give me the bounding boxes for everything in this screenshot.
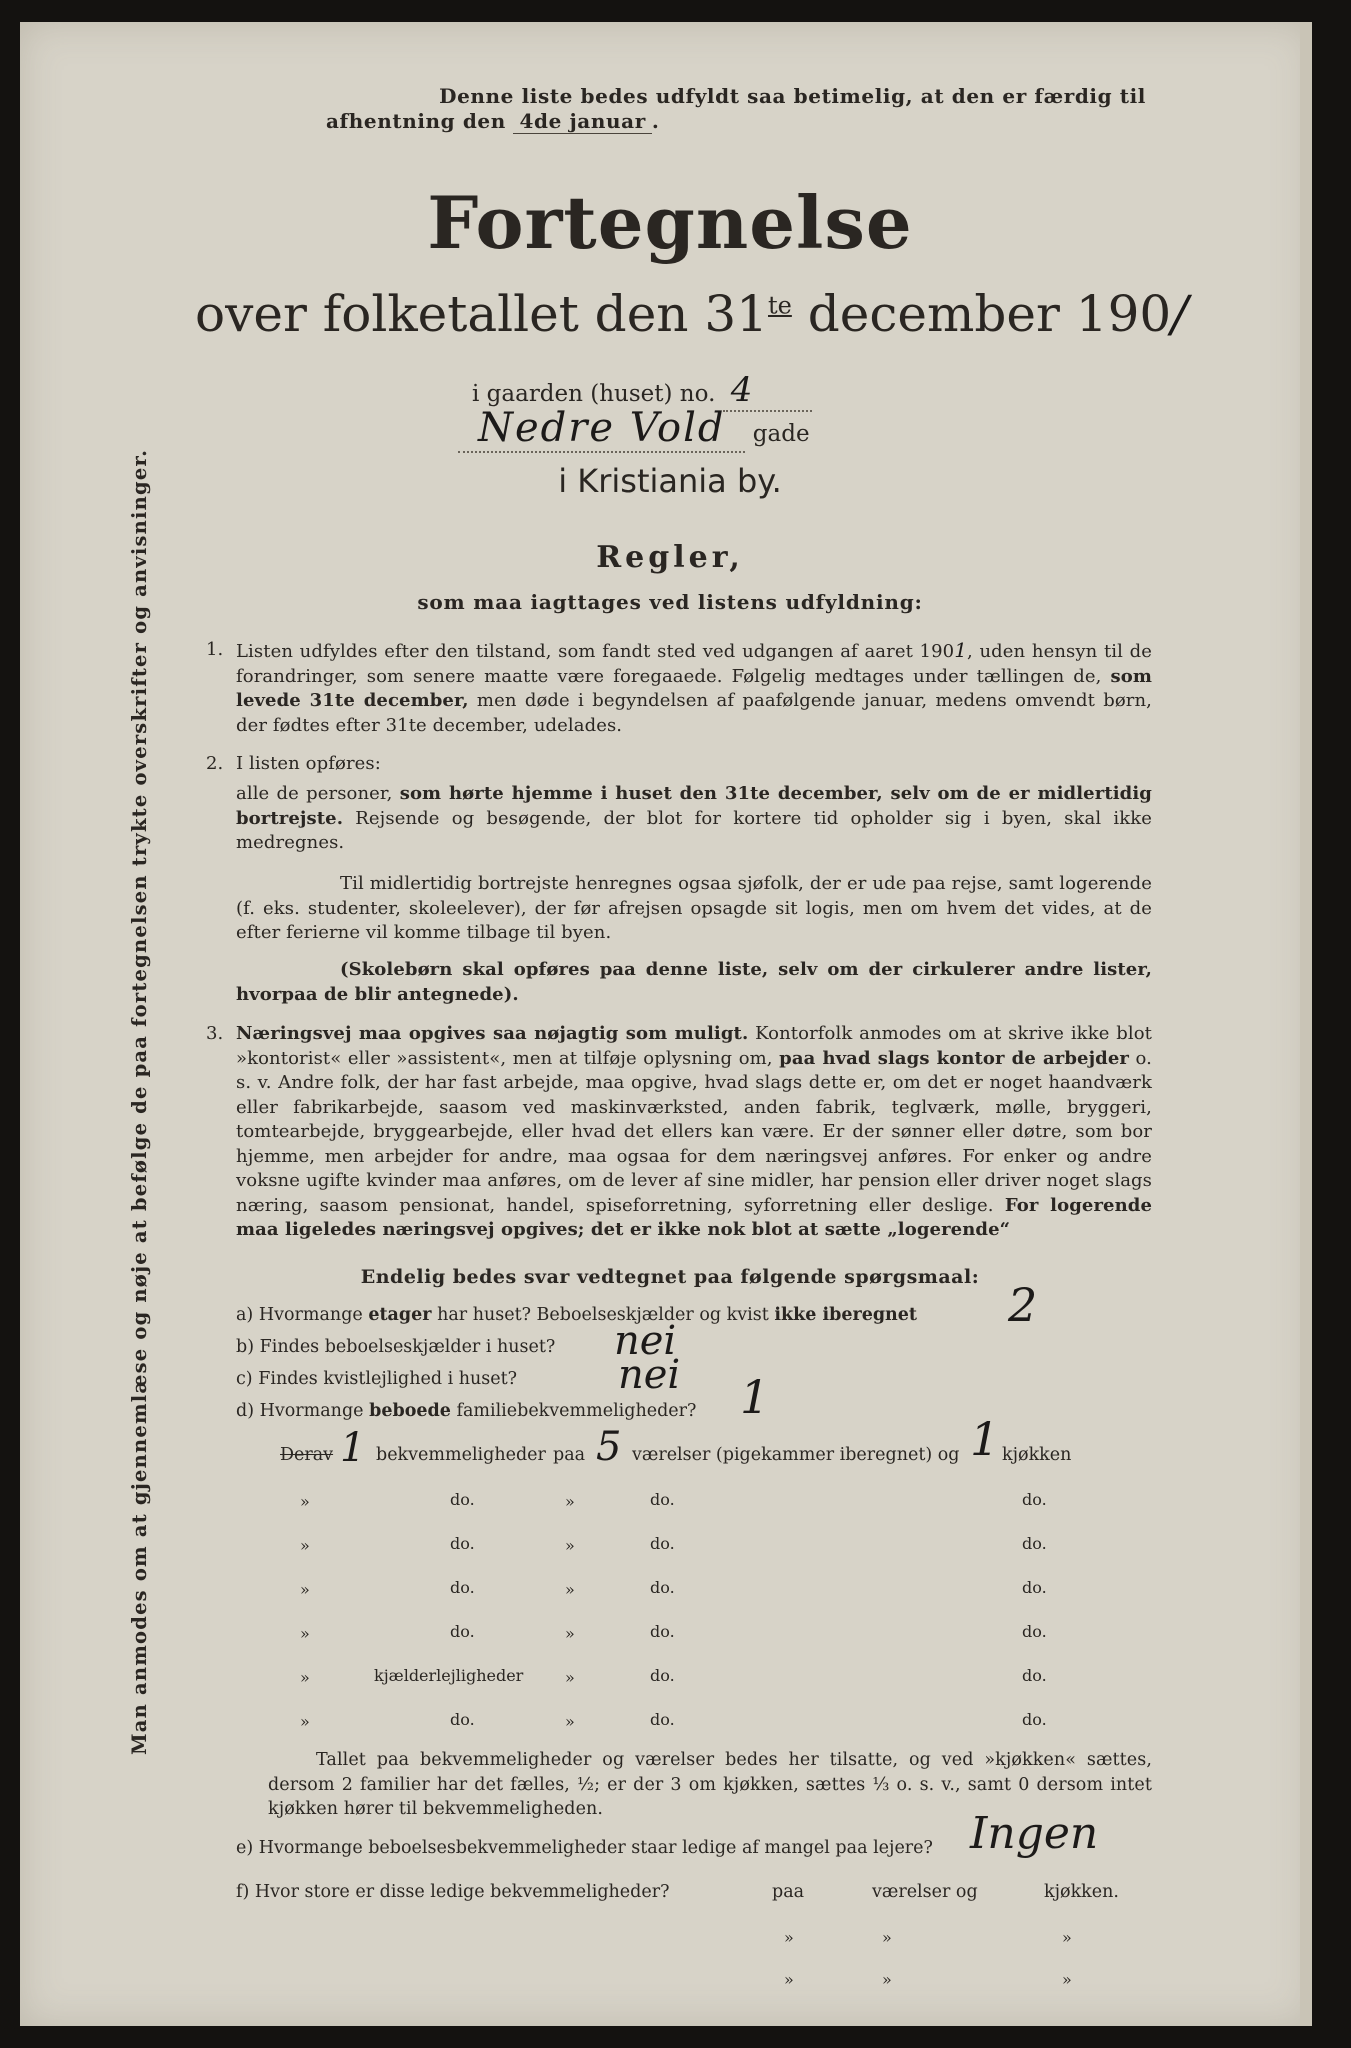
qa-b1: etager: [368, 1305, 432, 1325]
qb-text: Findes beboelseskjælder i huset?: [259, 1337, 556, 1357]
header-line1: Denne liste bedes udfyldt saa betimelig, at den er færdig til: [439, 84, 1146, 108]
rule1-year-handwritten: 1: [954, 638, 968, 662]
gade-label: gade: [752, 421, 810, 447]
city-line: i Kristiania by.: [558, 462, 782, 500]
answer-d: 1: [740, 1370, 770, 1424]
row3-do3: do.: [1022, 1534, 1047, 1553]
street-line: [458, 405, 810, 451]
f-row3-q1: »: [784, 1970, 794, 1989]
row1-kjokken: kjøkken: [1002, 1445, 1072, 1465]
row7-q2: »: [565, 1712, 575, 1731]
gaard-line: [472, 370, 812, 410]
row6-kjaelder: kjælderlejligheder: [374, 1666, 524, 1685]
row2-do3: do.: [1022, 1490, 1047, 1509]
rule3-text: [236, 1022, 1152, 1243]
row6-do2: do.: [650, 1666, 675, 1685]
row4-q1: »: [300, 1580, 310, 1599]
qc-label: c): [236, 1369, 253, 1389]
row6-do3: do.: [1022, 1666, 1047, 1685]
row3-q1: »: [300, 1536, 310, 1555]
qa-t2: har huset? Beboelseskjælder og kvist: [437, 1305, 769, 1325]
row3-do2: do.: [650, 1534, 675, 1553]
row3-do1: do.: [450, 1534, 475, 1553]
rule2-t2: alle de personer,: [236, 783, 393, 804]
rule2-number: 2.: [206, 753, 224, 774]
row1-paa: paa: [553, 1445, 586, 1465]
page-title: Fortegnelse: [427, 180, 913, 265]
gaard-number: 4: [723, 370, 813, 412]
answer-a: 2: [1008, 1278, 1038, 1332]
answer-b: nei: [614, 1318, 677, 1364]
row1-rooms: 5: [596, 1424, 622, 1470]
header-line2: [326, 109, 1146, 134]
rules-heading: Regler,: [596, 540, 744, 575]
rule2-text: [236, 782, 1152, 856]
qf-vaer: værelser og: [872, 1882, 978, 1902]
row1-vaer: værelser (pigekammer iberegnet) og: [632, 1445, 960, 1465]
rules-subheading: som maa iagttages ved listens udfyldning:: [417, 590, 923, 614]
rule3-t2: o. s. v. Andre folk, der har fast arbejde, maa opgive, hvad slags dette er, om det er noget haandværk eller fabrikarbejde, saasom ved maskinværksted, anden fabrik, teglværk, mølle, bryggeri, tomtearbejde, bryggearbejde, eller hvad det ellers kan være. Er der sønner eller døtre, som bor hjemme, men arbejder for andre, maa ogsaa for dem næringsvej anføres. For enker og andre voksne ugifte kvinder maa anføres, om de lever af sine midler, har pension eller driver noget slags næring, saasom pensionat, handel, spiseforretning, syforretning eller deslige.: [236, 1047, 1152, 1216]
title-sub-sup: te: [768, 291, 792, 320]
row7-do3: do.: [1022, 1710, 1047, 1729]
qe-label: e): [236, 1838, 254, 1858]
row5-q1: »: [300, 1624, 310, 1643]
row5-q2: »: [565, 1624, 575, 1643]
qa-b2: ikke iberegnet: [774, 1305, 918, 1325]
f-row2-q1: »: [784, 1928, 794, 1947]
rule1-number: 1.: [206, 639, 224, 660]
row7-do2: do.: [650, 1710, 675, 1729]
street-handwritten: Nedre Vold: [458, 405, 745, 453]
row5-do3: do.: [1022, 1622, 1047, 1641]
f-row2-q3: »: [1062, 1928, 1072, 1947]
row2-q1: »: [300, 1492, 310, 1511]
f-row3-q2: »: [882, 1970, 892, 1989]
rule1-bold: som levede 31te december,: [236, 665, 1152, 711]
header-line2-prefix: afhentning den: [326, 108, 506, 133]
header-line2-suffix: .: [651, 108, 660, 133]
answer-c: nei: [618, 1352, 681, 1398]
row4-do3: do.: [1022, 1578, 1047, 1597]
row7-do1: do.: [450, 1710, 475, 1729]
row5-do1: do.: [450, 1622, 475, 1641]
row6-q2: »: [565, 1668, 575, 1687]
rule2-bold: som hørte hjemme i huset den 31te december, selv om de er midlertidig bortrejste.: [236, 783, 1152, 829]
qf-kjokken: kjøkken.: [1044, 1882, 1119, 1902]
row4-do2: do.: [650, 1578, 675, 1597]
rule2-p3: (Skolebørn skal opføres paa denne liste, selv om der cirkulerer andre lister, hvorpaa de blir antegnede).: [236, 959, 1152, 1005]
title-sub-prefix: over folketallet den 31: [195, 285, 768, 343]
qa-t1: Hvormange: [258, 1305, 363, 1325]
row1-count: 1: [340, 1425, 366, 1471]
rule3-bold1: Næringsvej maa opgives saa nøjagtig som muligt.: [236, 1023, 749, 1044]
qa-label: a): [236, 1305, 254, 1325]
question-c: [236, 1369, 517, 1389]
rule2-p2: Til midlertidig bortrejste henregnes ogsaa sjøfolk, der er ude paa rejse, samt logerende (f. eks. studenter, skoleelever), der før afrejsen opsagde sit logis, men om hvem det vides, at de efter ferierne vil komme tilbage til byen.: [236, 873, 1152, 943]
f-row3-q3: »: [1062, 1970, 1072, 1989]
rule1-t3: men døde i begyndelsen af paafølgende januar, medens omvendt børn, der fødtes efter 31te december, udelades.: [236, 690, 1152, 736]
rule3-number: 3.: [206, 1023, 224, 1044]
side-instruction: Man anmodes om at gjennemlæse og nøje at befølge de paa fortegnelsen trykte overskrifter og anvisninger.: [128, 448, 151, 1755]
qd-label: d): [236, 1401, 255, 1421]
qd-t1: Hvormange: [259, 1401, 364, 1421]
row6-q1: »: [300, 1668, 310, 1687]
row2-do2: do.: [650, 1490, 675, 1509]
pickup-date: 4de januar: [513, 109, 651, 134]
qf-label: f): [236, 1882, 250, 1902]
row3-q2: »: [565, 1536, 575, 1555]
row1-struck: Derav: [280, 1445, 334, 1465]
qc-text: Findes kvistlejlighed i huset?: [258, 1369, 518, 1389]
row1-bek: bekvemmeligheder: [376, 1445, 546, 1465]
rule2-t3: Rejsende og besøgende, der blot for kortere tid opholder sig i byen, skal ikke medregnes.: [236, 807, 1152, 853]
question-f: [236, 1882, 669, 1902]
title-sub-suffix: december 190: [807, 285, 1172, 343]
header-notice: [326, 84, 1146, 133]
title-subline: [195, 285, 1195, 343]
row4-do1: do.: [450, 1578, 475, 1597]
qb-label: b): [236, 1337, 255, 1357]
row2-q2: »: [565, 1492, 575, 1511]
row5-do2: do.: [650, 1622, 675, 1641]
footer-note: Tallet paa bekvemmeligheder og værelser bedes her tilsatte, og ved »kjøkken« sættes, dersom 2 familier har det fælles, ½; er der 3 om kjøkken, sættes ⅓ o. s. v., samt 0 dersom intet kjøkken hører til bekvemmeligheden.: [268, 1750, 1152, 1819]
qd-t2: familiebekvemmeligheder?: [456, 1401, 697, 1421]
row2-do1: do.: [450, 1490, 475, 1509]
rule1-t1: Listen udfyldes efter den tilstand, som fandt sted ved udgangen af aaret 190: [236, 641, 955, 662]
question-e: [236, 1838, 933, 1858]
question-b: [236, 1337, 555, 1357]
year-handwritten: /: [1171, 285, 1189, 343]
row1-kitchens: 1: [970, 1412, 1000, 1466]
rule1-t2: , uden hensyn til de forandringer, som senere maatte være foregaaede. Følgelig medtages under tællingen de,: [236, 641, 1153, 687]
gaard-label: i gaarden (huset) no.: [472, 381, 716, 407]
qf-paa: paa: [772, 1882, 805, 1902]
answer-e: Ingen: [970, 1808, 1099, 1859]
page-edge: [1300, 22, 1312, 2026]
rule2-intro: I listen opføres:: [236, 753, 381, 774]
questions-heading: Endelig bedes svar vedtegnet paa følgende spørgsmaal:: [360, 1266, 980, 1288]
rule3-bold3: For logerende maa ligeledes næringsvej opgives; det er ikke nok blot at sætte „logerende“: [236, 1194, 1153, 1240]
qd-b1: beboede: [369, 1401, 451, 1421]
rule1-text: [236, 638, 1152, 738]
qf-text: Hvor store er disse ledige bekvemmeligheder?: [254, 1882, 670, 1902]
question-d: [236, 1401, 696, 1421]
qe-text: Hvormange beboelsesbekvemmeligheder staar ledige af mangel paa lejere?: [258, 1838, 933, 1858]
rule3-t1: Kontorfolk anmodes om at skrive ikke blot »kontorist« eller »assistent«, men at tilføje oplysning om,: [236, 1023, 1152, 1069]
rule3-bold2: paa hvad slags kontor de arbejder: [779, 1047, 1130, 1069]
row4-q2: »: [565, 1580, 575, 1599]
f-row2-q2: »: [882, 1928, 892, 1947]
row7-q1: »: [300, 1712, 310, 1731]
